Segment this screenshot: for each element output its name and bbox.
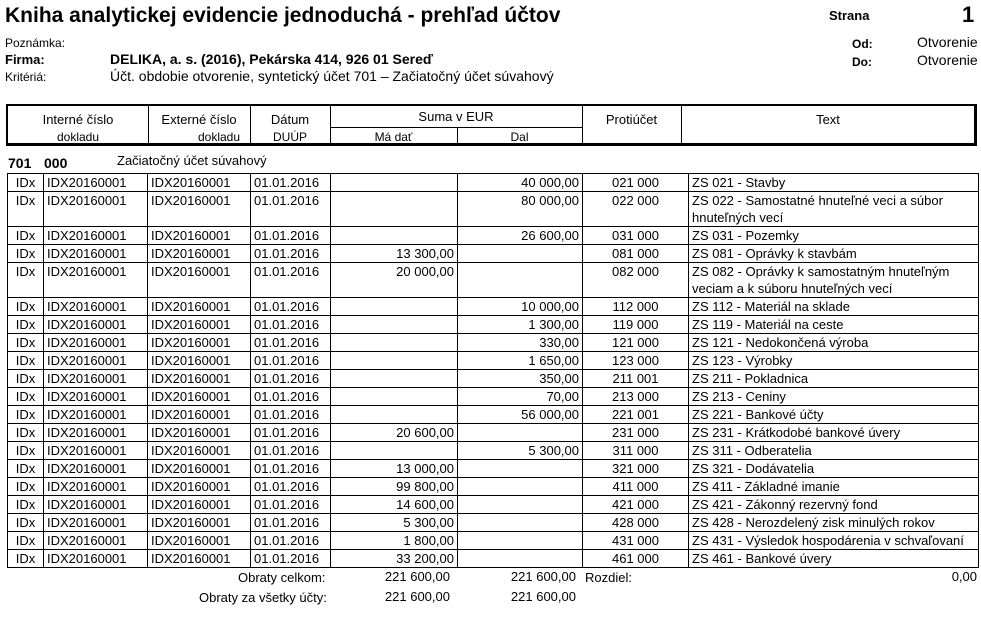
description: ZS 428 - Nerozdelený zisk minulých rokov bbox=[689, 514, 979, 532]
internal-number: IDX20160001 bbox=[44, 406, 148, 424]
difference-label: Rozdiel: bbox=[585, 570, 632, 585]
account-number: 701 bbox=[8, 155, 32, 171]
company-name: DELIKA, a. s. (2016), Pekárska 414, 926 01 Sereď bbox=[110, 51, 433, 67]
description: ZS 123 - Výrobky bbox=[689, 352, 979, 370]
external-number: IDX20160001 bbox=[148, 514, 251, 532]
page-label: Strana bbox=[829, 8, 870, 23]
external-number: IDX20160001 bbox=[148, 298, 251, 316]
doc-type: IDx bbox=[8, 496, 44, 514]
contra-account: 031 000 bbox=[583, 227, 689, 245]
contra-account: 221 001 bbox=[583, 406, 689, 424]
table-row bbox=[8, 334, 979, 352]
external-number: IDX20160001 bbox=[148, 316, 251, 334]
doc-type: IDx bbox=[8, 263, 44, 298]
turnover-all-label: Obraty za všetky účty: bbox=[199, 590, 327, 605]
date: 01.01.2016 bbox=[251, 316, 331, 334]
date: 01.01.2016 bbox=[251, 442, 331, 460]
debit-amount bbox=[331, 406, 458, 424]
page-title: Kniha analytickej evidencie jednoduchá - prehľad účtov bbox=[5, 4, 561, 27]
external-number: IDX20160001 bbox=[148, 550, 251, 568]
date: 01.01.2016 bbox=[251, 514, 331, 532]
external-number: IDX20160001 bbox=[148, 263, 251, 298]
credit-amount bbox=[458, 460, 583, 478]
internal-number: IDX20160001 bbox=[44, 550, 148, 568]
description: ZS 461 - Bankové úvery bbox=[689, 550, 979, 568]
table-row bbox=[8, 174, 979, 192]
col-internal-number: Interné číslo bbox=[42, 112, 114, 127]
external-number: IDX20160001 bbox=[148, 174, 251, 192]
description: ZS 231 - Krátkodobé bankové úvery bbox=[689, 424, 979, 442]
contra-account: 321 000 bbox=[583, 460, 689, 478]
debit-amount: 1 800,00 bbox=[331, 532, 458, 550]
description: ZS 021 - Stavby bbox=[689, 174, 979, 192]
description: ZS 119 - Materiál na ceste bbox=[689, 316, 979, 334]
description: ZS 121 - Nedokončená výroba bbox=[689, 334, 979, 352]
contra-account: 021 000 bbox=[583, 174, 689, 192]
criteria-value: Účt. obdobie otvorenie, syntetický účet 701 – Začiatočný účet súvahový bbox=[110, 68, 554, 84]
table-row bbox=[8, 406, 979, 424]
internal-number: IDX20160001 bbox=[44, 352, 148, 370]
contra-account: 213 000 bbox=[583, 388, 689, 406]
date: 01.01.2016 bbox=[251, 227, 331, 245]
internal-number: IDX20160001 bbox=[44, 263, 148, 298]
table-row bbox=[8, 388, 979, 406]
col-amount: Suma v EUR bbox=[418, 109, 494, 124]
page-number: 1 bbox=[962, 2, 975, 27]
credit-amount: 70,00 bbox=[458, 388, 583, 406]
external-number: IDX20160001 bbox=[148, 406, 251, 424]
doc-type: IDx bbox=[8, 227, 44, 245]
internal-number: IDX20160001 bbox=[44, 174, 148, 192]
turnover-all-credit: 221 600,00 bbox=[510, 589, 576, 604]
contra-account: 121 000 bbox=[583, 334, 689, 352]
credit-amount bbox=[458, 496, 583, 514]
doc-type: IDx bbox=[8, 316, 44, 334]
credit-amount: 26 600,00 bbox=[458, 227, 583, 245]
date: 01.01.2016 bbox=[251, 298, 331, 316]
debit-amount bbox=[331, 370, 458, 388]
external-number: IDX20160001 bbox=[148, 442, 251, 460]
doc-type: IDx bbox=[8, 174, 44, 192]
contra-account: 081 000 bbox=[583, 245, 689, 263]
credit-amount: 1 650,00 bbox=[458, 352, 583, 370]
debit-amount bbox=[331, 298, 458, 316]
doc-type: IDx bbox=[8, 442, 44, 460]
description: ZS 082 - Oprávky k samostatným hnuteľným veciam a k súboru hnuteľných vecí bbox=[689, 263, 979, 298]
debit-amount: 20 000,00 bbox=[331, 263, 458, 298]
internal-number: IDX20160001 bbox=[44, 192, 148, 227]
description: ZS 411 - Základné imanie bbox=[689, 478, 979, 496]
table-row bbox=[8, 514, 979, 532]
description: ZS 022 - Samostatné hnuteľné veci a súbor hnuteľných vecí bbox=[689, 192, 979, 227]
external-number: IDX20160001 bbox=[148, 388, 251, 406]
internal-number: IDX20160001 bbox=[44, 532, 148, 550]
doc-type: IDx bbox=[8, 298, 44, 316]
external-number: IDX20160001 bbox=[148, 227, 251, 245]
from-label: Od: bbox=[852, 37, 873, 51]
internal-number: IDX20160001 bbox=[44, 460, 148, 478]
credit-amount: 5 300,00 bbox=[458, 442, 583, 460]
contra-account: 461 000 bbox=[583, 550, 689, 568]
date: 01.01.2016 bbox=[251, 174, 331, 192]
date: 01.01.2016 bbox=[251, 370, 331, 388]
date: 01.01.2016 bbox=[251, 245, 331, 263]
contra-account: 431 000 bbox=[583, 532, 689, 550]
turnover-total-label: Obraty celkom: bbox=[238, 570, 326, 585]
debit-amount bbox=[331, 352, 458, 370]
contra-account: 211 001 bbox=[583, 370, 689, 388]
table-row bbox=[8, 192, 979, 227]
date: 01.01.2016 bbox=[251, 263, 331, 298]
turnover-total-credit: 221 600,00 bbox=[510, 569, 576, 584]
date: 01.01.2016 bbox=[251, 352, 331, 370]
col-date-sub: DUÚP bbox=[272, 130, 307, 144]
internal-number: IDX20160001 bbox=[44, 227, 148, 245]
table-row bbox=[8, 442, 979, 460]
description: ZS 213 - Ceniny bbox=[689, 388, 979, 406]
date: 01.01.2016 bbox=[251, 388, 331, 406]
debit-amount bbox=[331, 192, 458, 227]
doc-type: IDx bbox=[8, 370, 44, 388]
table-row bbox=[8, 550, 979, 568]
internal-number: IDX20160001 bbox=[44, 316, 148, 334]
col-debit: Má dať bbox=[374, 130, 413, 144]
table-row bbox=[8, 496, 979, 514]
credit-amount bbox=[458, 532, 583, 550]
date: 01.01.2016 bbox=[251, 478, 331, 496]
credit-amount bbox=[458, 245, 583, 263]
doc-type: IDx bbox=[8, 550, 44, 568]
from-value: Otvorenie bbox=[917, 34, 978, 50]
debit-amount bbox=[331, 227, 458, 245]
internal-number: IDX20160001 bbox=[44, 298, 148, 316]
internal-number: IDX20160001 bbox=[44, 478, 148, 496]
date: 01.01.2016 bbox=[251, 496, 331, 514]
turnover-total-debit: 221 600,00 bbox=[384, 569, 450, 584]
debit-amount bbox=[331, 442, 458, 460]
table-row bbox=[8, 532, 979, 550]
internal-number: IDX20160001 bbox=[44, 424, 148, 442]
contra-account: 112 000 bbox=[583, 298, 689, 316]
description: ZS 031 - Pozemky bbox=[689, 227, 979, 245]
date: 01.01.2016 bbox=[251, 192, 331, 227]
account-sub: 000 bbox=[44, 155, 68, 171]
contra-account: 082 000 bbox=[583, 263, 689, 298]
debit-amount: 99 800,00 bbox=[331, 478, 458, 496]
date: 01.01.2016 bbox=[251, 532, 331, 550]
debit-amount: 14 600,00 bbox=[331, 496, 458, 514]
to-label: Do: bbox=[852, 55, 872, 69]
table-row bbox=[8, 460, 979, 478]
internal-number: IDX20160001 bbox=[44, 442, 148, 460]
table-row bbox=[8, 227, 979, 245]
debit-amount bbox=[331, 334, 458, 352]
contra-account: 411 000 bbox=[583, 478, 689, 496]
internal-number: IDX20160001 bbox=[44, 496, 148, 514]
table-row bbox=[8, 245, 979, 263]
contra-account: 022 000 bbox=[583, 192, 689, 227]
credit-amount: 10 000,00 bbox=[458, 298, 583, 316]
contra-account: 123 000 bbox=[583, 352, 689, 370]
internal-number: IDX20160001 bbox=[44, 514, 148, 532]
external-number: IDX20160001 bbox=[148, 334, 251, 352]
credit-amount bbox=[458, 550, 583, 568]
description: ZS 081 - Oprávky k stavbám bbox=[689, 245, 979, 263]
table-row bbox=[8, 298, 979, 316]
external-number: IDX20160001 bbox=[148, 424, 251, 442]
contra-account: 119 000 bbox=[583, 316, 689, 334]
col-external-number: Externé číslo bbox=[161, 112, 237, 127]
description: ZS 421 - Zákonný rezervný fond bbox=[689, 496, 979, 514]
debit-amount bbox=[331, 388, 458, 406]
credit-amount: 56 000,00 bbox=[458, 406, 583, 424]
table-row bbox=[8, 478, 979, 496]
credit-amount: 40 000,00 bbox=[458, 174, 583, 192]
doc-type: IDx bbox=[8, 406, 44, 424]
debit-amount: 20 600,00 bbox=[331, 424, 458, 442]
doc-type: IDx bbox=[8, 460, 44, 478]
credit-amount bbox=[458, 514, 583, 532]
contra-account: 231 000 bbox=[583, 424, 689, 442]
col-external-number-sub: dokladu bbox=[197, 130, 241, 144]
column-header bbox=[6, 104, 977, 146]
credit-amount bbox=[458, 263, 583, 298]
doc-type: IDx bbox=[8, 245, 44, 263]
internal-number: IDX20160001 bbox=[44, 245, 148, 263]
doc-type: IDx bbox=[8, 532, 44, 550]
credit-amount: 80 000,00 bbox=[458, 192, 583, 227]
to-value: Otvorenie bbox=[917, 52, 978, 68]
description: ZS 112 - Materiál na sklade bbox=[689, 298, 979, 316]
debit-amount: 13 000,00 bbox=[331, 460, 458, 478]
doc-type: IDx bbox=[8, 478, 44, 496]
internal-number: IDX20160001 bbox=[44, 334, 148, 352]
company-label: Firma: bbox=[5, 52, 45, 67]
table-row bbox=[8, 370, 979, 388]
credit-amount bbox=[458, 478, 583, 496]
doc-type: IDx bbox=[8, 334, 44, 352]
debit-amount: 5 300,00 bbox=[331, 514, 458, 532]
col-date: Dátum bbox=[270, 112, 310, 127]
col-contra-account: Protiúčet bbox=[605, 112, 658, 127]
external-number: IDX20160001 bbox=[148, 460, 251, 478]
doc-type: IDx bbox=[8, 388, 44, 406]
description: ZS 311 - Odberatelia bbox=[689, 442, 979, 460]
doc-type: IDx bbox=[8, 192, 44, 227]
col-internal-number-sub: dokladu bbox=[56, 130, 100, 144]
debit-amount: 13 300,00 bbox=[331, 245, 458, 263]
external-number: IDX20160001 bbox=[148, 352, 251, 370]
doc-type: IDx bbox=[8, 514, 44, 532]
external-number: IDX20160001 bbox=[148, 370, 251, 388]
entries-table bbox=[7, 173, 979, 568]
external-number: IDX20160001 bbox=[148, 496, 251, 514]
table-row bbox=[8, 424, 979, 442]
credit-amount: 350,00 bbox=[458, 370, 583, 388]
credit-amount: 1 300,00 bbox=[458, 316, 583, 334]
external-number: IDX20160001 bbox=[148, 245, 251, 263]
debit-amount: 33 200,00 bbox=[331, 550, 458, 568]
date: 01.01.2016 bbox=[251, 424, 331, 442]
credit-amount bbox=[458, 424, 583, 442]
external-number: IDX20160001 bbox=[148, 478, 251, 496]
internal-number: IDX20160001 bbox=[44, 370, 148, 388]
credit-amount: 330,00 bbox=[458, 334, 583, 352]
date: 01.01.2016 bbox=[251, 406, 331, 424]
table-row bbox=[8, 352, 979, 370]
doc-type: IDx bbox=[8, 352, 44, 370]
debit-amount bbox=[331, 316, 458, 334]
criteria-label: Kritériá: bbox=[5, 70, 47, 84]
debit-amount bbox=[331, 174, 458, 192]
internal-number: IDX20160001 bbox=[44, 388, 148, 406]
contra-account: 311 000 bbox=[583, 442, 689, 460]
turnover-all-debit: 221 600,00 bbox=[384, 589, 450, 604]
account-name: Začiatočný účet súvahový bbox=[117, 153, 267, 168]
col-text: Text bbox=[816, 112, 840, 127]
contra-account: 421 000 bbox=[583, 496, 689, 514]
date: 01.01.2016 bbox=[251, 334, 331, 352]
difference-value: 0,00 bbox=[951, 569, 977, 584]
description: ZS 221 - Bankové účty bbox=[689, 406, 979, 424]
description: ZS 321 - Dodávatelia bbox=[689, 460, 979, 478]
date: 01.01.2016 bbox=[251, 550, 331, 568]
description: ZS 211 - Pokladnica bbox=[689, 370, 979, 388]
date: 01.01.2016 bbox=[251, 460, 331, 478]
external-number: IDX20160001 bbox=[148, 192, 251, 227]
doc-type: IDx bbox=[8, 424, 44, 442]
description: ZS 431 - Výsledok hospodárenia v schvaľovaní bbox=[689, 532, 979, 550]
table-row bbox=[8, 263, 979, 298]
note-label: Poznámka: bbox=[5, 36, 66, 50]
table-row bbox=[8, 316, 979, 334]
col-credit: Dal bbox=[510, 130, 529, 144]
contra-account: 428 000 bbox=[583, 514, 689, 532]
external-number: IDX20160001 bbox=[148, 532, 251, 550]
